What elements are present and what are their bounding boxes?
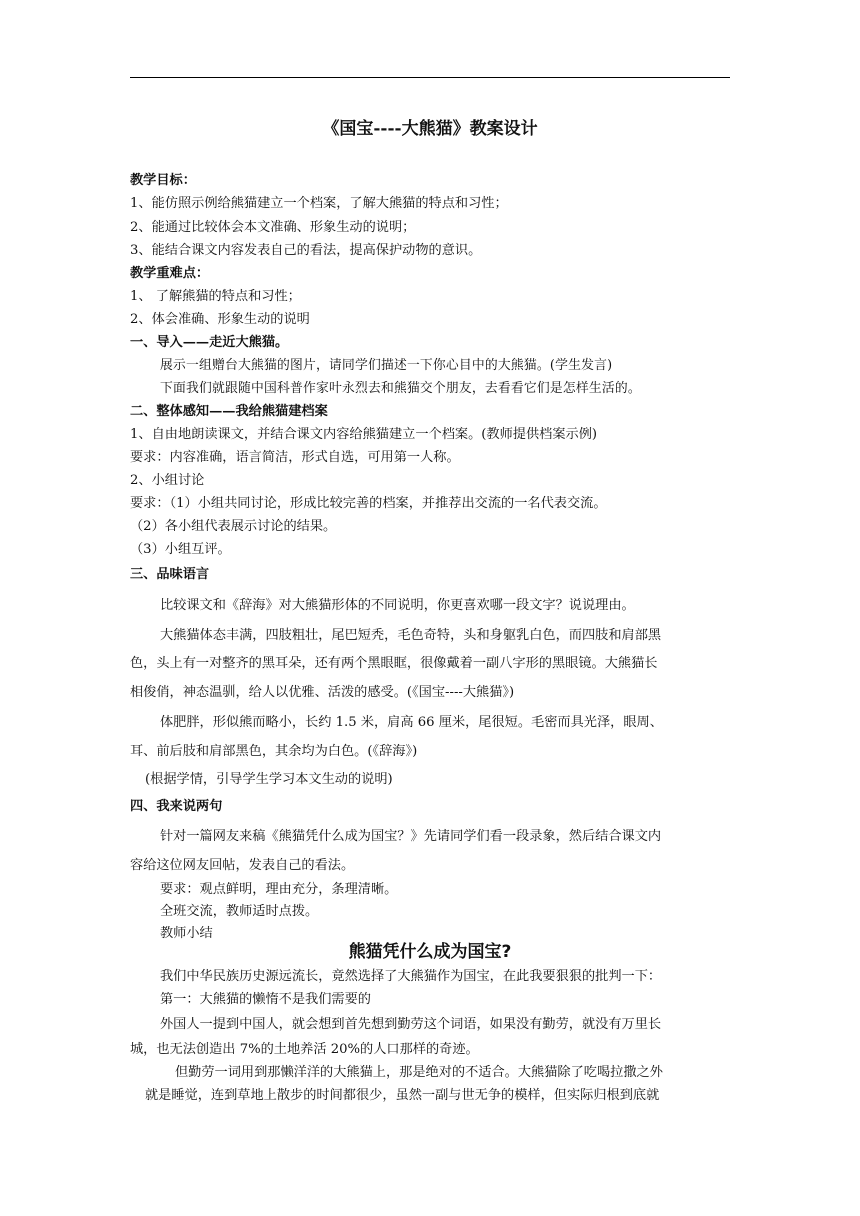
text-line: 耳、前后肢和肩部黑色，其余均为白色。(《辞海》) bbox=[130, 744, 418, 759]
text-line: 2、小组讨论 bbox=[130, 473, 205, 488]
text-line: 全班交流，教师适时点拨。 bbox=[160, 904, 319, 919]
text-line: 色，头上有一对整齐的黑耳朵，还有两个黑眼眶，很像戴着一副八字形的黑眼镜。大熊猫长 bbox=[130, 656, 658, 671]
text-line: 2、能通过比较体会本文准确、形象生动的说明； bbox=[130, 220, 416, 235]
section-heading: 三、品味语言 bbox=[130, 567, 210, 582]
article-line: 城，也无法创造出 7%的土地养活 20%的人口那样的奇迹。 bbox=[130, 1042, 479, 1057]
text-line: (根据学情，引导学生学习本文生动的说明) bbox=[145, 772, 393, 787]
article-title: 熊猫凭什么成为国宝? bbox=[348, 942, 512, 962]
text-line: 下面我们就跟随中国科普作家叶永烈去和熊猫交个朋友，去看看它们是怎样生活的。 bbox=[160, 381, 641, 396]
text-line: 1、能仿照示例给熊猫建立一个档案，了解大熊猫的特点和习性； bbox=[130, 196, 508, 211]
text-line: 2、体会准确、形象生动的说明 bbox=[130, 312, 310, 327]
section-heading: 教学目标： bbox=[130, 173, 196, 188]
text-line: 3、能结合课文内容发表自己的看法，提高保护动物的意识。 bbox=[130, 243, 482, 258]
text-line: 体肥胖，形似熊而略小，长约 1.5 米，肩高 66 厘米，尾很短。毛密而具光泽，眼周、 bbox=[160, 715, 663, 730]
section-heading: 二、整体感知——我给熊猫建档案 bbox=[130, 404, 328, 419]
document-title: 《国宝----大熊猫》教案设计 bbox=[322, 119, 538, 139]
text-line: 容给这位网友回帖，发表自己的看法。 bbox=[130, 858, 355, 873]
text-line: （3）小组互评。 bbox=[130, 542, 231, 557]
text-line: 针对一篇网友来稿《熊猫凭什么成为国宝？》先请同学们看一段录象，然后结合课文内 bbox=[160, 829, 662, 844]
text-line: 要求：内容准确，语言简洁，形式自选，可用第一人称。 bbox=[130, 450, 460, 465]
section-heading: 一、导入——走近大熊猫。 bbox=[130, 335, 289, 350]
header-rule bbox=[130, 77, 730, 78]
text-line: 1、自由地朗读课文，并结合课文内容给熊猫建立一个档案。(教师提供档案示例) bbox=[130, 427, 598, 442]
text-line: 比较课文和《辞海》对大熊猫形体的不同说明，你更喜欢哪一段文字？说说理由。 bbox=[160, 598, 635, 613]
text-line: 展示一组赠台大熊猫的图片，请同学们描述一下你心目中的大熊猫。(学生发言) bbox=[160, 358, 613, 373]
article-line: 我们中华民族历史源远流长，竟然选择了大熊猫作为国宝，在此我要狠狠的批判一下： bbox=[160, 969, 662, 984]
text-line: 大熊猫体态丰满，四肢粗壮，尾巴短秃，毛色奇特，头和身躯乳白色，而四肢和肩部黑 bbox=[160, 628, 662, 643]
article-line: 外国人一提到中国人，就会想到首先想到勤劳这个词语，如果没有勤劳，就没有万里长 bbox=[160, 1017, 662, 1032]
section-heading: 四、我来说两句 bbox=[130, 799, 223, 814]
article-line: 就是睡觉，连到草地上散步的时间都很少，虽然一副与世无争的模样，但实际归根到底就 bbox=[145, 1088, 660, 1103]
text-line: 相俊俏，神态温驯，给人以优雅、活泼的感受。(《国宝----大熊猫》) bbox=[130, 685, 515, 700]
text-line: （2）各小组代表展示讨论的结果。 bbox=[130, 519, 337, 534]
text-line: 教师小结 bbox=[160, 926, 213, 941]
text-line: 要求：观点鲜明，理由充分，条理清晰。 bbox=[160, 882, 398, 897]
text-line: 要求：（1）小组共同讨论，形成比较完善的档案，并推荐出交流的一名代表交流。 bbox=[130, 496, 607, 511]
section-heading: 教学重难点： bbox=[130, 266, 210, 281]
text-line: 1、 了解熊猫的特点和习性； bbox=[130, 289, 301, 304]
article-line: 但勤劳一词用到那懒洋洋的大熊猫上，那是绝对的不适合。大熊猫除了吃喝拉撒之外 bbox=[175, 1065, 663, 1080]
article-line: 第一：大熊猫的懒惰不是我们需要的 bbox=[160, 992, 371, 1007]
